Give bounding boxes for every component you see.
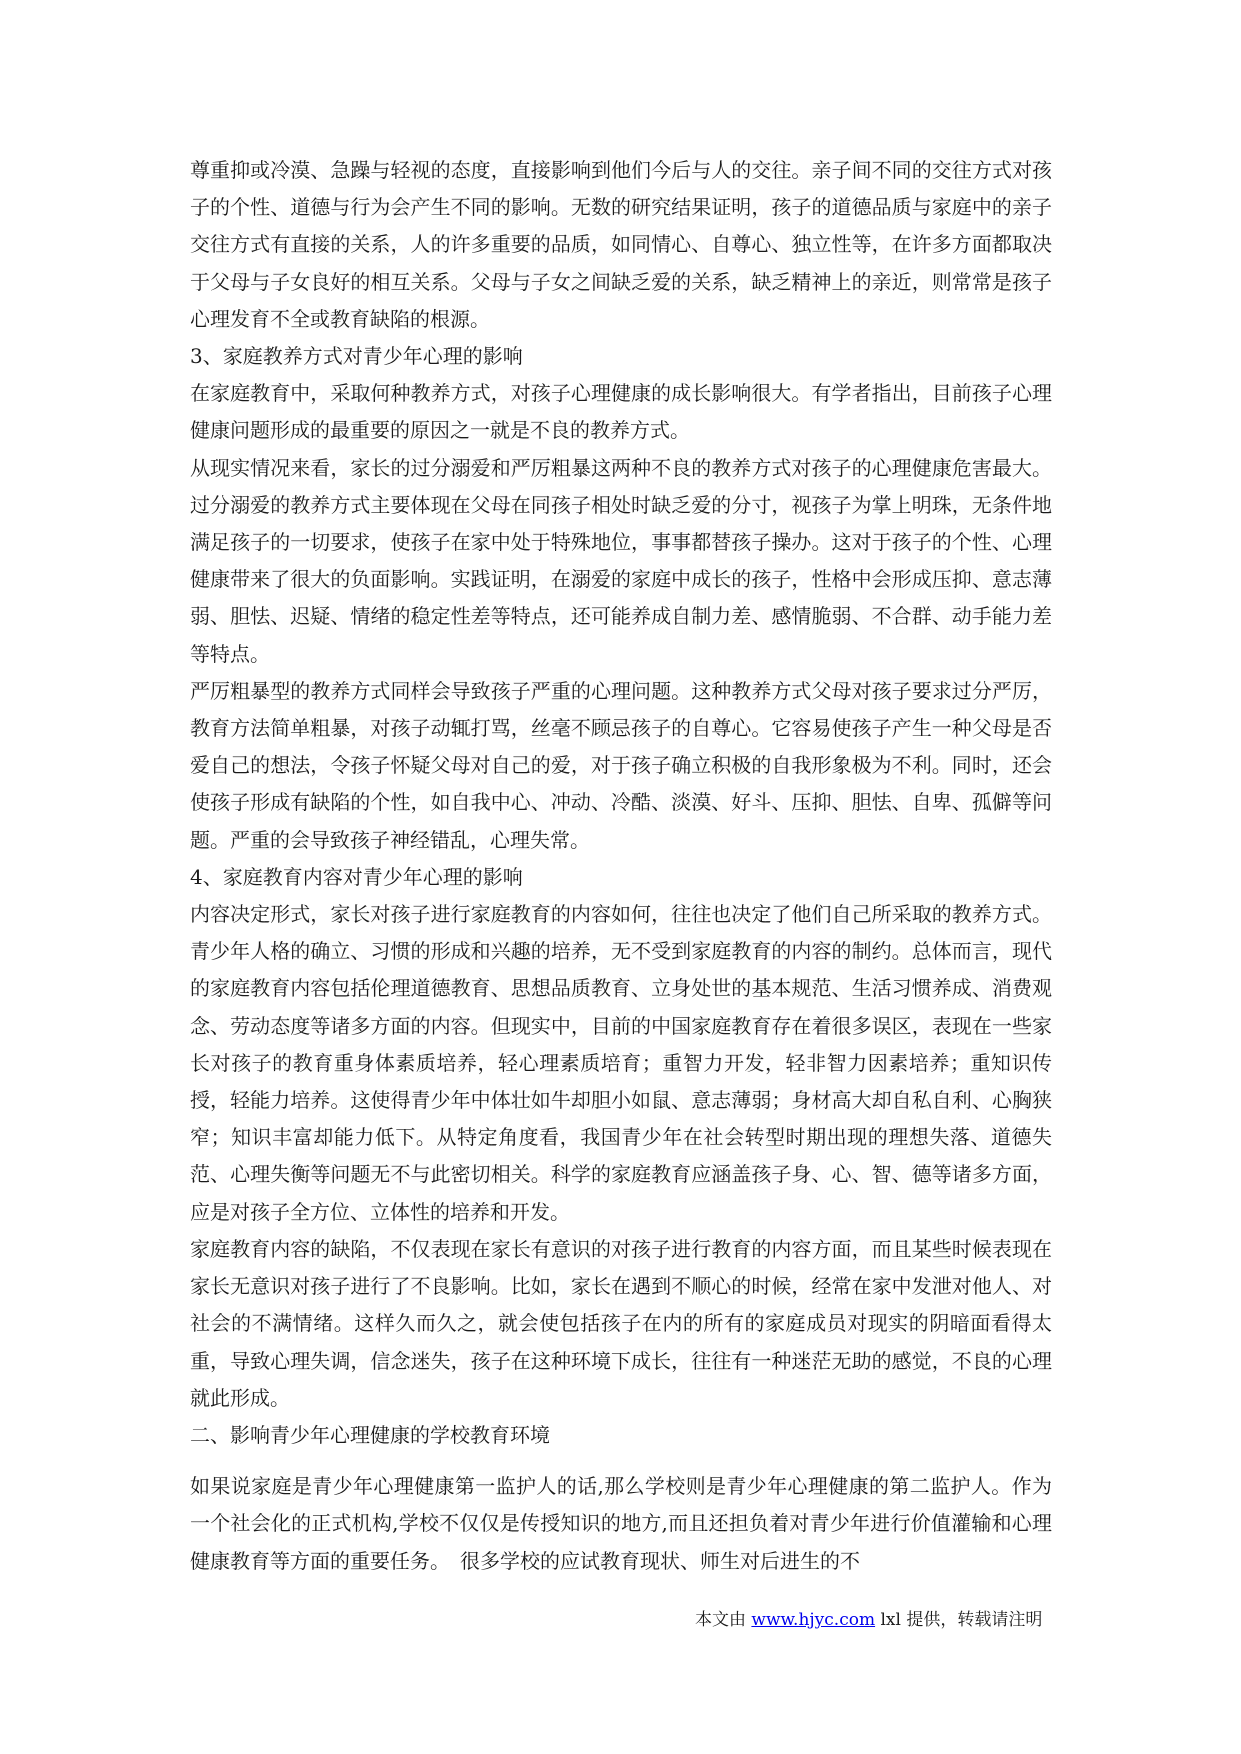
source-link[interactable]: www.hjyc.com <box>751 1610 876 1630</box>
paragraph-parent-child-relations: 尊重抑或冷漠、急躁与轻视的态度，直接影响到他们今后与人的交往。亲子间不同的交往方式对孩子的个性、道德与行为会产生不同的影响。无数的研究结果证明，孩子的道德品质与家庭中的亲子交往方式有直接的关系，人的许多重要的品质，如同情心、自尊心、独立性等，在许多方面都取决于父母与子女良好的相互关系。父母与子女之间缺乏爱的关系，缺乏精神上的亲近，则常常是孩子心理发育不全或教育缺陷的根源。 <box>190 158 1052 331</box>
paragraph-content-defects: 家庭教育内容的缺陷，不仅表现在家长有意识的对孩子进行教育的内容方面，而且某些时候表现在家长无意识对孩子进行了不良影响。比如，家长在遇到不顺心的时候，经常在家中发泄对他人、对社会的不满情绪。这样久而久之，就会使包括孩子在内的所有的家庭成员对现实的阴暗面看得太重，导致心理失调，信念迷失，孩子在这种环境下成长，往往有一种迷茫无助的感觉，不良的心理就此形成。 <box>190 1236 1052 1410</box>
paragraph-school-guardian: 如果说家庭是青少年心理健康第一监护人的话,那么学校则是青少年心理健康的第二监护人。作为一个社会化的正式机构,学校不仅仅是传授知识的地方,而且还担负着对青少年进行价值灌输和心理健康教育等方面的重要任务。 很多学校的应试教育现状、师生对后进生的不 <box>190 1474 1052 1573</box>
heading-school-environment: 二、影响青少年心理健康的学校教育环境 <box>190 1422 550 1447</box>
paragraph-spoiling: 从现实情况来看，家长的过分溺爱和严厉粗暴这两种不良的教养方式对孩子的心理健康危害最大。过分溺爱的教养方式主要体现在父母在同孩子相处时缺乏爱的分寸，视孩子为掌上明珠，无条件地满足孩子的一切要求，使孩子在家中处于特殊地位，事事都替孩子操办。这对于孩子的个性、心理健康带来了很大的负面影响。实践证明，在溺爱的家庭中成长的孩子，性格中会形成压抑、意志薄弱、胆怯、迟疑、情绪的稳定性差等特点，还可能养成自制力差、感情脆弱、不合群、动手能力差等特点。 <box>190 455 1052 666</box>
footer-prefix: 本文由 <box>695 1610 752 1630</box>
footer-suffix: lxl 提供，转载请注明 <box>875 1610 1043 1630</box>
heading-education-content: 4、家庭教育内容对青少年心理的影响 <box>190 864 523 889</box>
page-footer <box>695 1608 1055 1632</box>
document-body <box>190 152 1052 1580</box>
paragraph-parenting-style-intro: 在家庭教育中，采取何种教养方式，对孩子心理健康的成长影响很大。有学者指出，目前孩子心理健康问题形成的最重要的原因之一就是不良的教养方式。 <box>190 381 1052 443</box>
paragraph-content-determines-form: 内容决定形式，家长对孩子进行家庭教育的内容如何，往往也决定了他们自己所采取的教养方式。青少年人格的确立、习惯的形成和兴趣的培养，无不受到家庭教育的内容的制约。总体而言，现代的家庭教育内容包括伦理道德教育、思想品质教育、立身处世的基本规范、生活习惯养成、消费观念、劳动态度等诸多方面的内容。但现实中，目前的中国家庭教育存在着很多误区，表现在一些家长对孩子的教育重身体素质培养，轻心理素质培育；重智力开发，轻非智力因素培养；重知识传授，轻能力培养。这使得青少年中体壮如牛却胆小如鼠、意志薄弱；身材高大却自私自利、心胸狭窄；知识丰富却能力低下。从特定角度看，我国青少年在社会转型时期出现的理想失落、道德失范、心理失衡等问题无不与此密切相关。科学的家庭教育应涵盖孩子身、心、智、德等诸多方面，应是对孩子全方位、立体性的培养和开发。 <box>190 902 1052 1224</box>
paragraph-harsh-parenting: 严厉粗暴型的教养方式同样会导致孩子严重的心理问题。这种教养方式父母对孩子要求过分严厉，教育方法简单粗暴，对孩子动辄打骂，丝毫不顾忌孩子的自尊心。它容易使孩子产生一种父母是否爱自己的想法，令孩子怀疑父母对自己的爱，对于孩子确立积极的自我形象极为不利。同时，还会使孩子形成有缺陷的个性，如自我中心、冲动、冷酷、淡漠、好斗、压抑、胆怯、自卑、孤僻等问题。严重的会导致孩子神经错乱，心理失常。 <box>190 678 1052 852</box>
heading-parenting-style: 3、家庭教养方式对青少年心理的影响 <box>190 344 523 369</box>
